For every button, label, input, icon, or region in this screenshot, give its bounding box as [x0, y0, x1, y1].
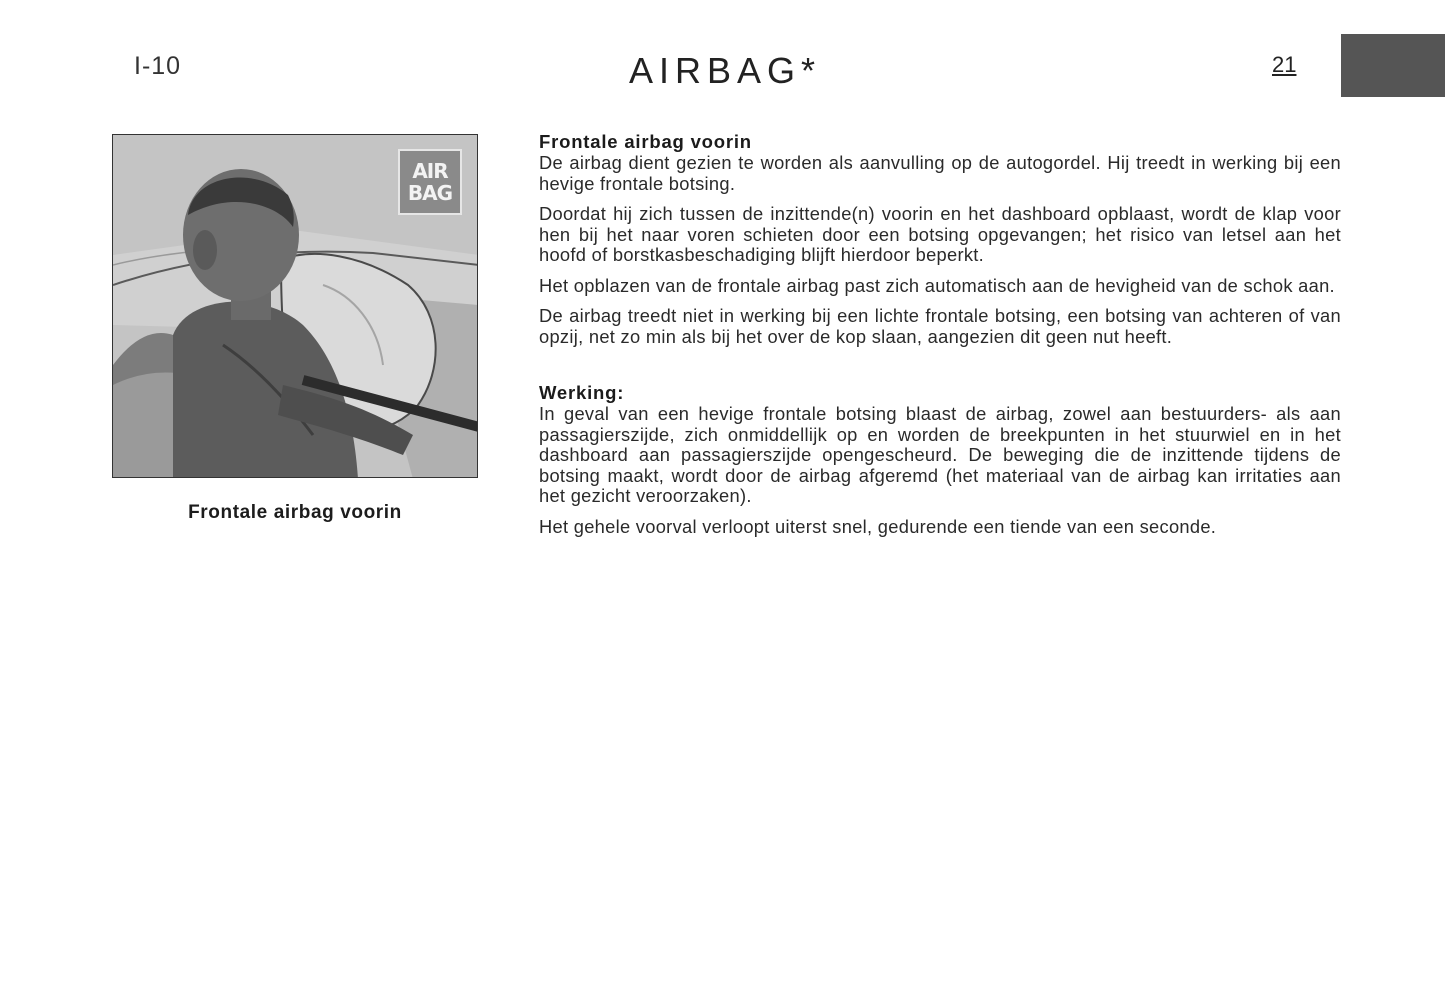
page-number: 21 — [1272, 52, 1297, 77]
paragraph: Doordat hij zich tussen de inzittende(n) voorin en het dashboard opblaast, wordt de klap voor hen bij het naar voren schieten door een botsing opgevangen; het risico van letsel aan het hoofd of borstkasbeschadiging blijft hierdoor beperkt. — [539, 203, 1341, 265]
airbag-illustration — [112, 134, 478, 478]
paragraph: Het opblazen van de frontale airbag past zich automatisch aan de hevigheid van de schok aan. — [539, 274, 1335, 296]
badge-line-2: BAG — [407, 181, 453, 205]
section-code: I-10 — [134, 52, 182, 80]
edge-tab — [1341, 34, 1445, 97]
section-heading-front-airbag: Frontale airbag voorin — [539, 131, 752, 152]
paragraph: De airbag dient gezien te worden als aanvulling op de autogordel. Hij treedt in werking bij een hevige frontale botsing. — [539, 152, 1341, 194]
paragraph: In geval van een hevige frontale botsing blaast de airbag, zowel aan bestuurders- als aan passagierszijde, zich onmiddellijk op en worden de breekpunten in het stuurwiel en in het dashboard aan passagierszijde opengescheurd. De beweging die de inzittende tijdens de botsing maakt, wordt door de airbag afgeremd (het materiaal van de airbag kan irritaties aan het gezicht veroorzaken). — [539, 403, 1341, 506]
badge-line-1: AIR — [412, 159, 448, 183]
main-content — [539, 131, 1341, 547]
section-heading-operation: Werking: — [539, 382, 625, 403]
paragraph: Het gehele voorval verloopt uiterst snel, gedurende een tiende van een seconde. — [539, 515, 1217, 537]
page-title: AIRBAG* — [628, 50, 822, 91]
paragraph: De airbag treedt niet in werking bij een lichte frontale botsing, een botsing van achteren of van opzij, net zo min als bij het over de kop slaan, aangezien dit geen nut heeft. — [539, 305, 1341, 347]
figure-caption: Frontale airbag voorin — [188, 502, 402, 523]
airbag-badge — [398, 149, 462, 215]
section-spacer — [539, 357, 1341, 382]
